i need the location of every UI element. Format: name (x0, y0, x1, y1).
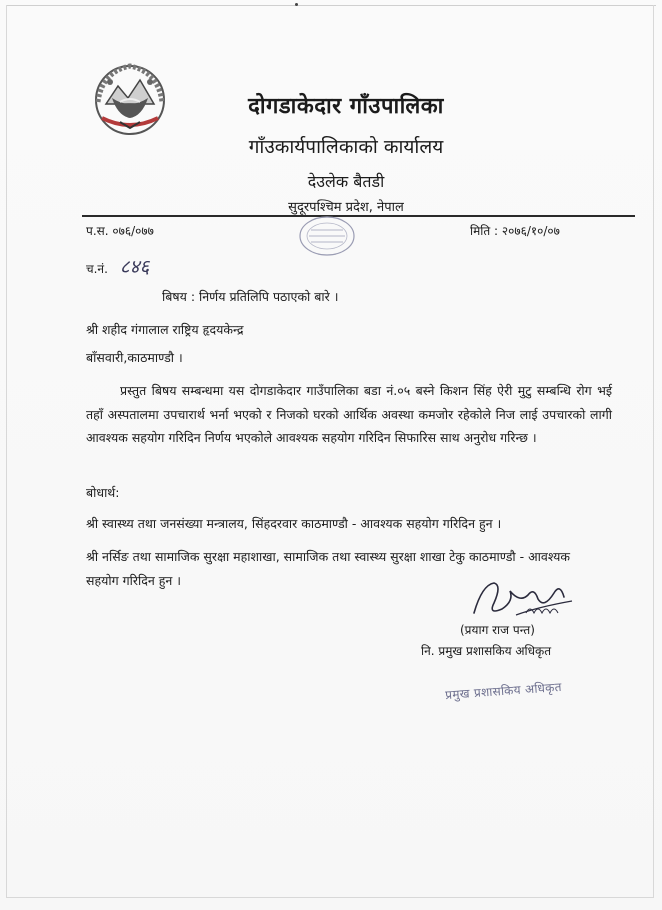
letter-subject: बिषय : निर्णय प्रतिलिपि पठाएको बारे । (162, 289, 339, 304)
header-divider (82, 215, 635, 217)
page-border-top (6, 5, 656, 6)
cc-item: श्री नर्सिङ तथा सामाजिक सुरक्षा महाशाखा, सामाजिक तथा स्वास्थ्य सुरक्षा शाखा टेकु काठमाण्डौ - आवश्यक सहयोग गरिदिन हुन । (86, 549, 570, 588)
cc-label: बोधार्थ: (86, 485, 120, 500)
recipient-address: बाँसवारी,काठमाण्डौ । (86, 350, 183, 365)
office-location: देउलेक बैतडी (307, 172, 385, 191)
signatory-title: नि. प्रमुख प्रशासकिय अधिकृत (421, 644, 552, 658)
office-seal-icon (297, 214, 357, 258)
designation-stamp: प्रमुख प्रशासकिय अधिकृत (444, 679, 563, 703)
office-subtitle: गाँउकार्यपालिकाको कार्यालय (248, 136, 444, 158)
dispatch-number (86, 253, 149, 279)
dispatch-handwritten-number: ८४६ (119, 256, 150, 278)
dispatch-label: च.नं. (86, 262, 108, 276)
letter-reference-number: प.स. ०७६/०७७ (86, 224, 154, 238)
recipient-name: श्री शहीद गंगालाल राष्ट्रिय हृदयकेन्द्र (86, 322, 244, 337)
cc-item: श्री स्वास्थ्य तथा जनसंख्या मन्त्रालय, सिंहदरवार काठमाण्डौ - आवश्यक सहयोग गरिदिन हुन । (86, 516, 502, 531)
scan-speck (295, 3, 298, 6)
signature-icon (468, 573, 578, 621)
letter-body: प्रस्तुत बिषय सम्बन्धमा यस दोगडाकेदार गाउँपालिका बडा नं.०५ बस्ने किशन सिंह ऐरी मुटु सम्बन्धि रोग भई तहाँ अस्पतालमा उपचारार्थ भर्ना भएको र निजको घरको आर्थिक अवस्था कमजोर रहेकोले निज लाई उपचारको लागी आवश्यक सहयोग गरिदिन निर्णय भएकोले आवश्यक सहयोग गरिदिन सिफारिस साथ अनुरोध गरिन्छ । (86, 383, 612, 445)
page-border-bottom (6, 897, 654, 898)
office-name: दोगडाकेदार गाँउपालिका (248, 94, 444, 119)
signatory-name: (प्रयाग राज पन्त) (460, 623, 535, 637)
province-line: सुदूरपश्चिम प्रदेश, नेपाल (288, 200, 404, 215)
letter-date: मिति : २०७६/१०/०७ (470, 224, 560, 238)
